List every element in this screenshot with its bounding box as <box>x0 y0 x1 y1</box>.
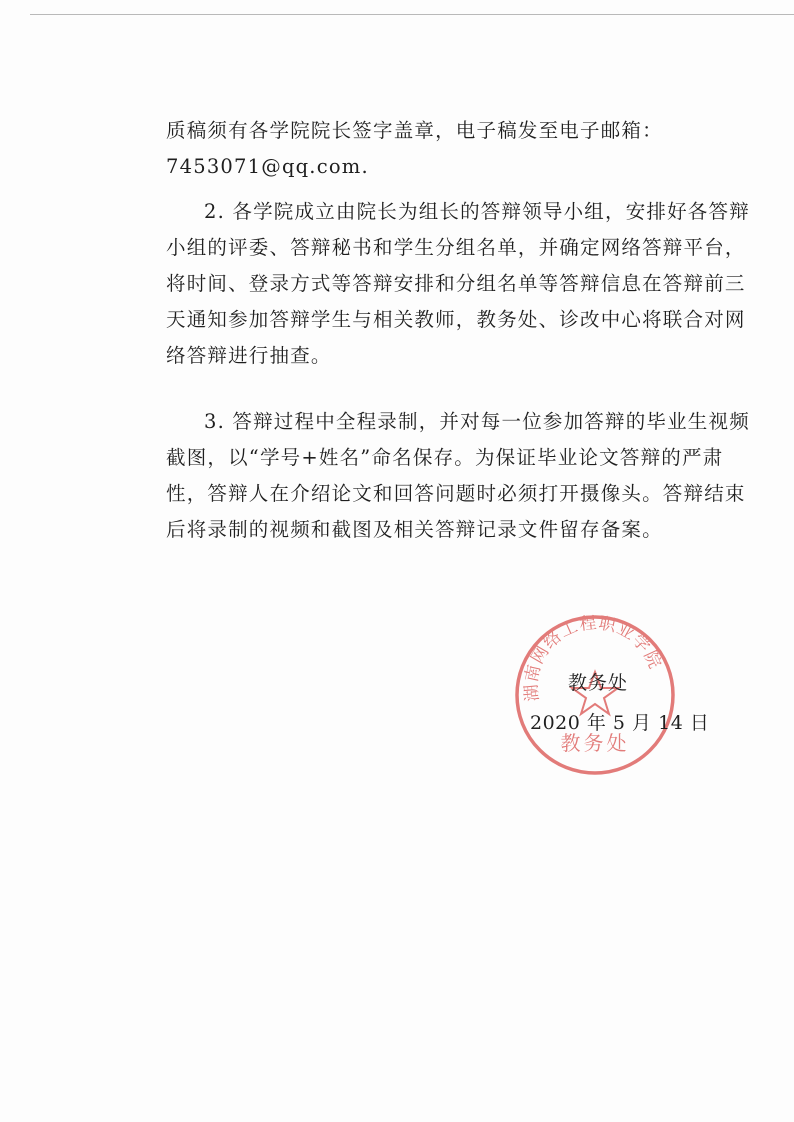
text-line: 后将录制的视频和截图及相关答辩记录文件留存备案。 <box>166 518 663 541</box>
text-line: 天通知参加答辩学生与相关教师，教务处、诊改中心将联合对网 <box>166 308 746 331</box>
paragraph-continuation <box>166 113 726 185</box>
text-line: 将时间、登录方式等答辩安排和分组名单等答辩信息在答辩前三 <box>166 272 746 295</box>
signing-department: 教务处 <box>568 672 629 694</box>
text-line: 2. 各学院成立由院长为组长的答辩领导小组，安排好各答辩 <box>204 200 750 223</box>
text-line: 性，答辩人在介绍论文和回答问题时必须打开摄像头。答辩结束 <box>166 482 746 505</box>
text-line: 截图，以“学号+姓名”命名保存。为保证毕业论文答辩的严肃 <box>166 446 724 469</box>
email-line: 7453071@qq.com. <box>166 155 369 178</box>
paragraph-item-2 <box>166 194 750 374</box>
paragraph-item-3 <box>166 404 750 548</box>
text-line: 络答辩进行抽查。 <box>166 344 332 367</box>
scan-edge-line <box>30 14 794 15</box>
text-line: 3. 答辩过程中全程录制，并对每一位参加答辩的毕业生视频 <box>204 410 750 433</box>
text-line: 小组的评委、答辩秘书和学生分组名单，并确定网络答辩平台， <box>166 236 746 259</box>
signature-block <box>500 610 760 770</box>
signing-date: 2020 年 5 月 14 日 <box>530 712 710 734</box>
seal-ring-text: 湖南网络工程职业学院 <box>521 613 666 703</box>
official-seal-stamp <box>510 610 680 780</box>
text-line: 质稿须有各学院院长签字盖章，电子稿发至电子邮箱： <box>166 119 663 142</box>
seal-center-text: 教务处 <box>560 731 630 755</box>
